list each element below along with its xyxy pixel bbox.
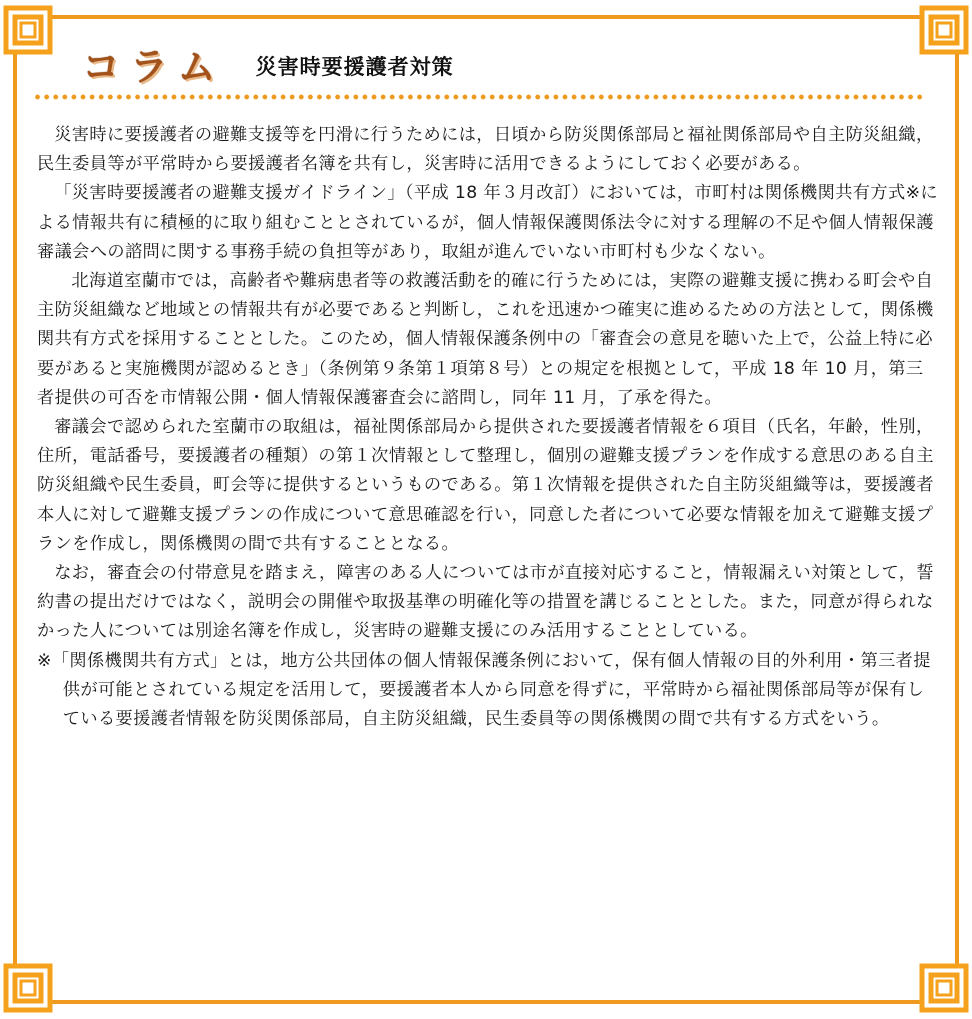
footnote: ※「関係機関共有方式」とは，地方公共団体の個人情報保護条例において，保有個人情報の目的外利用・第三者提供が可能とされている規定を活用して，要援護者本人から同意を得ずに，平常時から福祉関係部局等が保有している要援護者情報を防災関係部局，自主防災組織，民生委員等の関係機関の間で共有する方式をいう。 [37, 650, 931, 730]
column-body [37, 121, 941, 734]
paragraph-2: 「災害時要援護者の避難支援ガイドライン」（平成 18 年３月改訂）においては，市町村は関係機関共有方式※による情報共有に積極的に取り組むこととされているが，個人情報保護関係法令に対する理解の不足や個人情報保護審議会への諮問に関する事務手続の負担等があり，取組が進んでいない市町村も少なくない。 [37, 183, 938, 262]
column-title: 災害時要援護者対策 [255, 55, 454, 79]
column-label: コラム [82, 44, 226, 89]
dotted-divider [33, 94, 925, 100]
column-header [82, 36, 454, 89]
paragraph-4: 審議会で認められた室蘭市の取組は，福祉関係部局から提供された要援護者情報を６項目（氏名，年齢，性別，住所，電話番号，要援護者の種類）の第１次情報として整理し，個別の避難支援プランを作成する意思のある自主防災組織や民生委員，町会等に提供するというものである。第１次情報を提供された自主防災組織等は，要援護者本人に対して避難支援プランの作成について意思確認を行い，同意した者について必要な情報を加えて避難支援プランを作成し，関係機関の間で共有することとなる。 [37, 417, 934, 554]
paragraph-1: 災害時に要援護者の避難支援等を円滑に行うためには，日頃から防災関係部局と福祉関係部局や自主防災組織，民生委員等が平常時から要援護者名簿を共有し，災害時に活用できるようにしておく必要がある。 [37, 125, 934, 175]
paragraph-3: 北海道室蘭市では，高齢者や難病患者等の救護活動を的確に行うためには，実際の避難支援に携わる町会や自主防災組織など地域との情報共有が必要であると判断し，これを迅速かつ確実に進めるための方法として，関係機関共有方式を採用することとした。このため，個人情報保護条例中の「審査会の意見を聴いた上で，公益上特に必要があると実施機関が認めるとき」（条例第９条第１項第８号）との規定を根拠として，平成 18 年 10 月，第三者提供の可否を市情報公開・個人情報保護審査会に諮問し，同年 11 月，了承を得た。 [37, 271, 934, 408]
paragraph-5: なお，審査会の付帯意見を踏まえ，障害のある人については市が直接対応すること，情報漏えい対策として，誓約書の提出だけではなく，説明会の開催や取扱基準の明確化等の措置を講じることとした。また，同意が得られなかった人については別途名簿を作成し，災害時の避難支援にのみ活用することとしている。 [37, 563, 934, 642]
